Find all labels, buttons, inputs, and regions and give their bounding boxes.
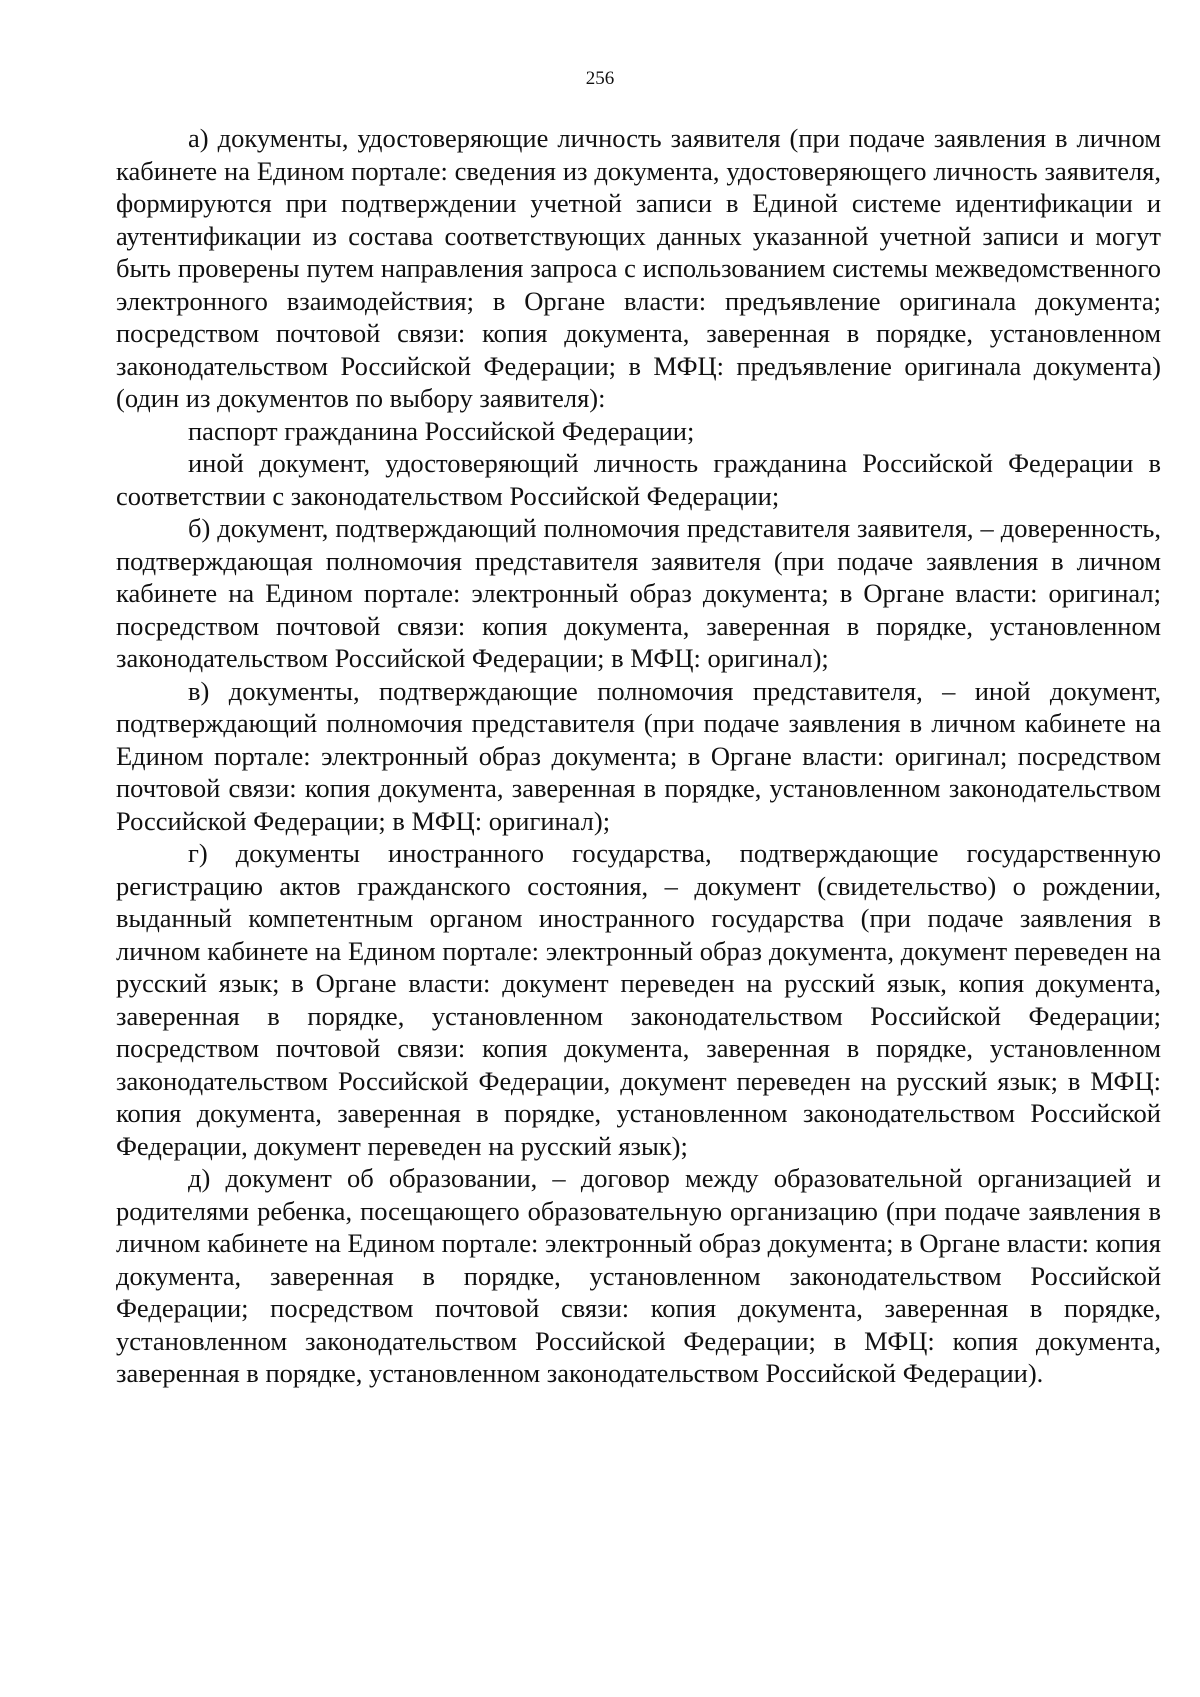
paragraph-b-power-of-attorney: б) документ, подтверждающий полномочия представителя заявителя, – доверенность, подтверждающая полномочия представителя заявителя (при подаче заявления в личном кабинете на Едином портале: электронный образ документа; в Органе власти: оригинал; посредством почтовой связи: копия документа, заверенная в порядке, установленном законодательством Российской Федерации; в МФЦ: оригинал); xyxy=(116,513,1161,673)
paragraph-a-identity-documents: а) документы, удостоверяющие личность заявителя (при подаче заявления в личном кабинете на Едином портале: сведения из документа, удостоверяющего личность заявителя, формируются при подтверждении учетной записи в Единой системе идентификации и аутентификации из состава соответствующих данных указанной учетной записи и могут быть проверены путем направления запроса с использованием системы межведомственного электронного взаимодействия; в Органе власти: предъявление оригинала документа; посредством почтовой связи: копия документа, заверенная в порядке, установленном законодательством Российской Федерации; в МФЦ: предъявление оригинала документа) (один из документов по выбору заявителя): xyxy=(116,123,1161,413)
page-number: 256 xyxy=(585,68,615,89)
paragraph-passport: паспорт гражданина Российской Федерации; xyxy=(188,415,695,446)
paragraph-d-foreign-state-documents: г) документы иностранного государства, подтверждающие государственную регистрацию актов гражданского состояния, – документ (свидетельство) о рождении, выданный компетентным органом иностранного государства (при подаче заявления в личном кабинете на Едином портале: электронный образ документа, документ переведен на русский язык; в Органе власти: документ переведен на русский язык, копия документа, заверенная в порядке, установленном законодательством Российской Федерации; посредством почтовой связи: копия документа, заверенная в порядке, установленном законодательством Российской Федерации, документ переведен на русский язык; в МФЦ: копия документа, заверенная в порядке, установленном законодательством Российской Федерации, документ переведен на русский язык); xyxy=(116,838,1161,1161)
document-body xyxy=(116,122,1161,1390)
paragraph-e-education-document: д) документ об образовании, – договор между образовательной организацией и родителями ребенка, посещающего образовательную организацию (при подаче заявления в личном кабинете на Едином портале: электронный образ документа; в Органе власти: копия документа, заверенная в порядке, установленном законодательством Российской Федерации; посредством почтовой связи: копия документа, заверенная в порядке, установленном законодательством Российской Федерации; в МФЦ: копия документа, заверенная в порядке, установленном законодательством Российской Федерации). xyxy=(116,1163,1161,1388)
paragraph-other-identity-document: иной документ, удостоверяющий личность гражданина Российской Федерации в соответствии с законодательством Российской Федерации; xyxy=(116,448,1161,511)
paragraph-c-representative-authority: в) документы, подтверждающие полномочия представителя, – иной документ, подтверждающий полномочия представителя (при подаче заявления в личном кабинете на Едином портале: электронный образ документа; в Органе власти: оригинал; посредством почтовой связи: копия документа, заверенная в порядке, установленном законодательством Российской Федерации; в МФЦ: оригинал); xyxy=(116,675,1161,836)
